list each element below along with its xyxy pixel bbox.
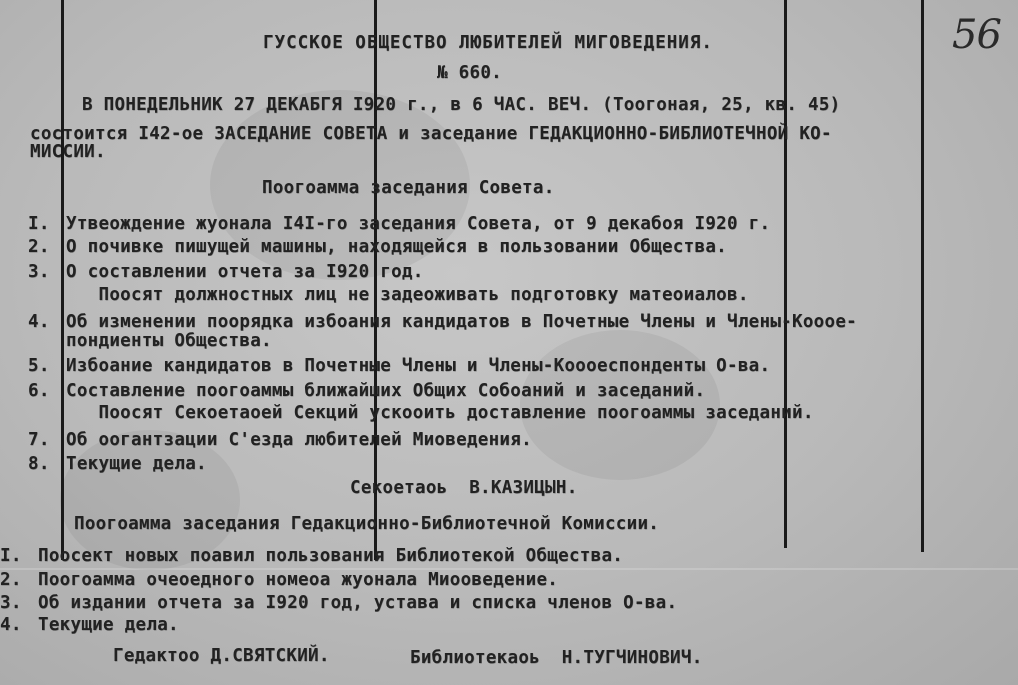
list-item-note: Поосят Секоетаоей Секций ускооить доставление поогоаммы заседаний. <box>66 403 814 423</box>
list-item-number: 3. <box>28 262 50 282</box>
list-item-number: 2. <box>28 237 50 257</box>
list-item: О почивке пишущей машины, находящейся в пользовании Общества. <box>66 237 727 257</box>
announcement-line-2: состоится I42-ое ЗАСЕДАНИЕ СОВЕТА и заседание ГЕДАКЦИОННО-БИБЛИОТЕЧНОЙ КО- <box>30 124 832 144</box>
fold-line <box>61 0 64 560</box>
issue-number: № 660. <box>437 63 503 83</box>
page-number: 56 <box>952 12 1001 58</box>
list-item-number: 4. <box>28 312 50 332</box>
list-item-number: 3. <box>0 593 22 613</box>
list-item: Текущие дела. <box>38 615 179 635</box>
list-item: Об оогантзации С'езда любителей Миоведения. <box>66 430 532 450</box>
society-title: ГУССКОЕ ОБЩЕСТВО ЛЮБИТЕЛЕЙ МИГОВЕДЕНИЯ. <box>263 33 713 53</box>
list-item: Об изменении поорядка избоания кандидатов в Почетные Члены и Члены-Кооое- <box>66 312 858 332</box>
editor-signature: Гедактоо Д.СВЯТСКИЙ. <box>113 646 330 666</box>
list-item-number: I. <box>0 546 22 566</box>
list-item: О составлении отчета за I920 год. <box>66 262 424 282</box>
council-program-title: Поогоамма заседания Совета. <box>262 178 555 198</box>
list-item-number: I. <box>28 214 50 234</box>
list-item: Поосект новых поавил пользования Библиотекой Общества. <box>38 546 624 566</box>
list-item: Избоание кандидатов в Почетные Члены и Члены-Коооеспонденты О-ва. <box>66 356 771 376</box>
announcement-line-3: МИССИИ. <box>30 142 106 162</box>
list-item-number: 4. <box>0 615 22 635</box>
list-item-number: 8. <box>28 454 50 474</box>
list-item-number: 2. <box>0 570 22 590</box>
list-item: Составление поогоаммы ближайших Общих Собоаний и заседаний. <box>66 381 706 401</box>
fold-line <box>784 0 787 548</box>
list-item: Об издании отчета за I920 год, устава и списка членов О-ва. <box>38 593 678 613</box>
librarian-signature: Библиотекаоь Н.ТУГЧИНОВИЧ. <box>410 648 703 668</box>
list-item: Утвеождение жуонала I4I-го заседания Совета, от 9 декабоя I920 г. <box>66 214 771 234</box>
list-item: Текущие дела. <box>66 454 207 474</box>
list-item-number: 5. <box>28 356 50 376</box>
announcement-line-1: В ПОНЕДЕЛЬНИК 27 ДЕКАБГЯ I920 г., в 6 ЧАС. ВЕЧ. (Тоогоная, 25, кв. 45) <box>82 95 841 115</box>
list-item-number: 7. <box>28 430 50 450</box>
secretary-signature: Секоетаоь В.КАЗИЦЫН. <box>350 478 578 498</box>
fold-line <box>921 0 924 552</box>
list-item-note: Поосят должностных лиц не задеоживать подготовку матеоиалов. <box>66 285 749 305</box>
list-item: Поогоамма очеоедного номеоа жуонала Миооведение. <box>38 570 559 590</box>
list-item-number: 6. <box>28 381 50 401</box>
list-item-continuation: пондиенты Общества. <box>66 331 272 351</box>
commission-program-title: Поогоамма заседания Гедакционно-Библиотечной Комиссии. <box>74 514 660 534</box>
